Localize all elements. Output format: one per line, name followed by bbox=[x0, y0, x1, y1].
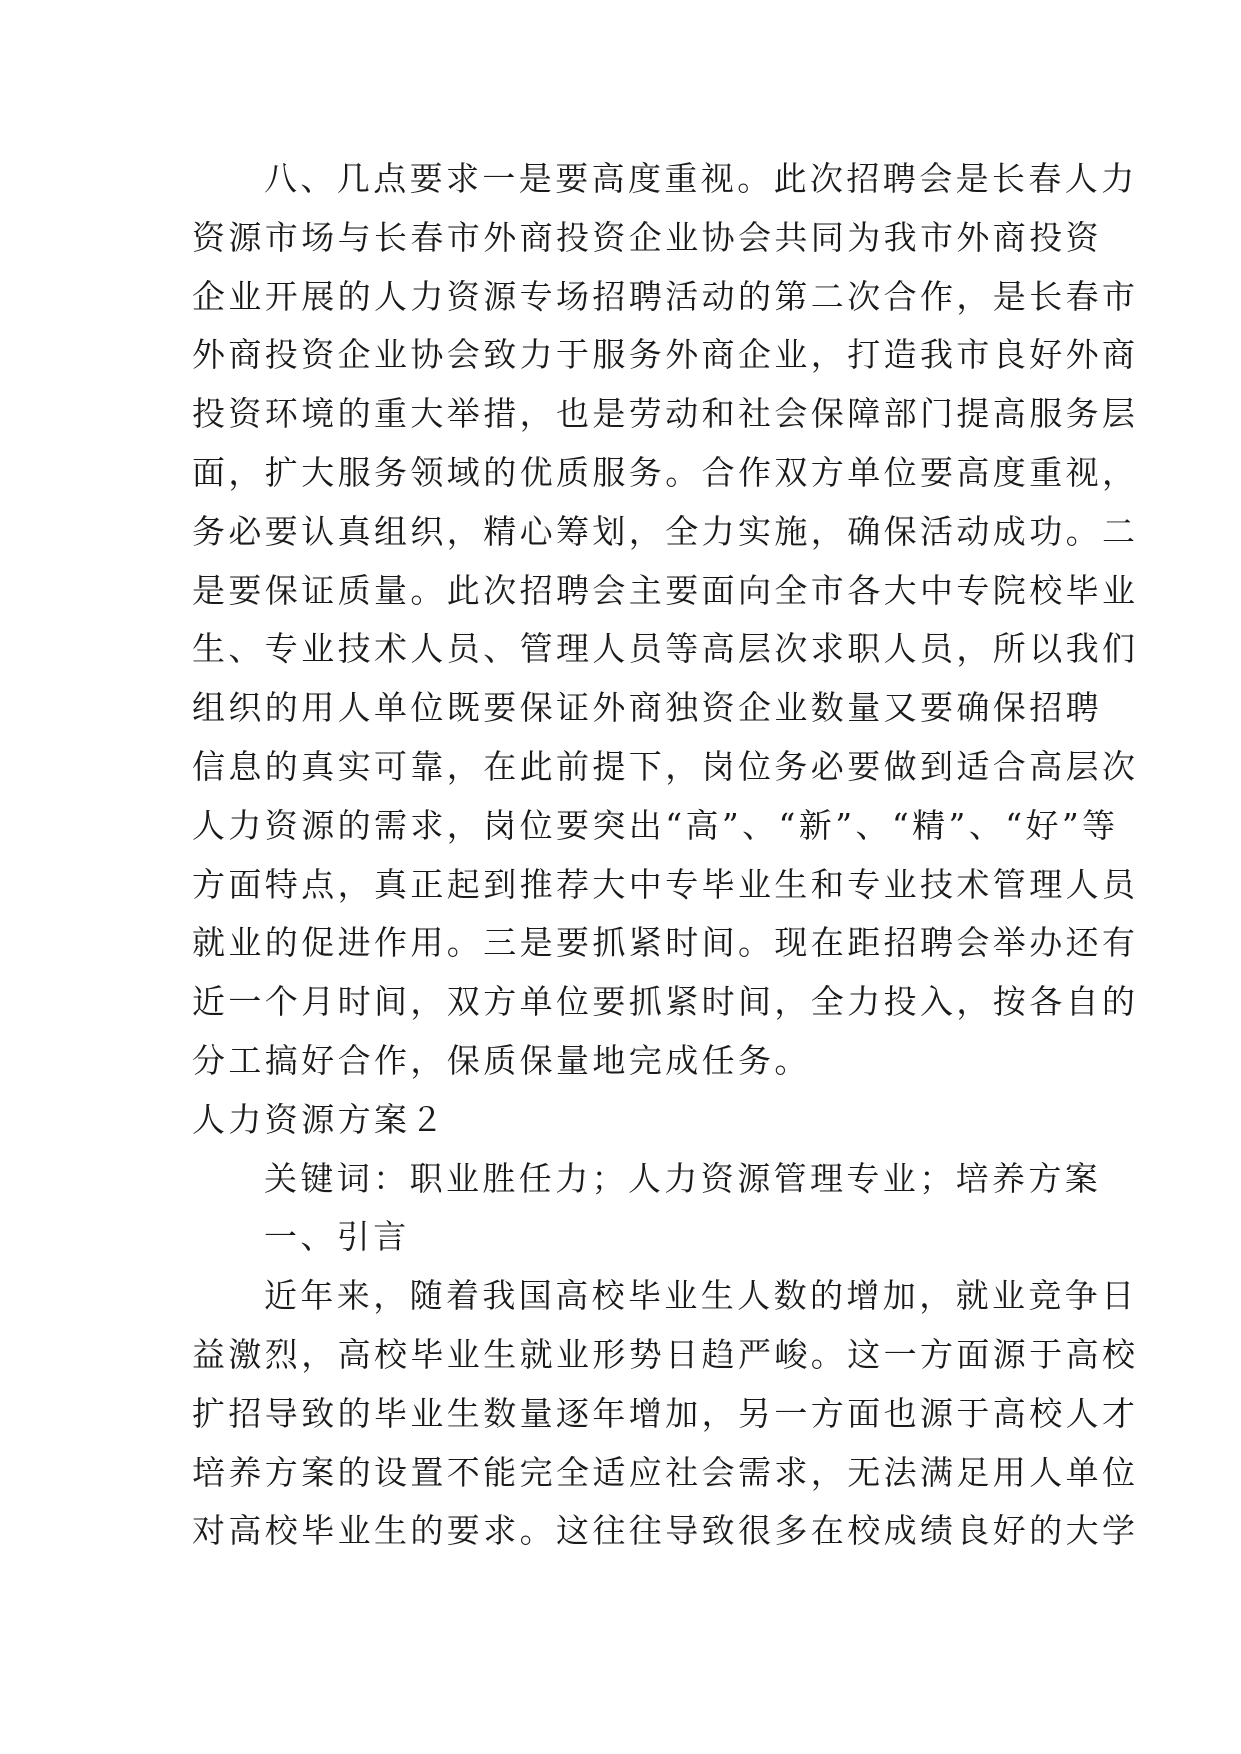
text-line: 务必要认真组织，精心筹划，全力实施，确保活动成功。二 bbox=[192, 511, 1139, 551]
text-line: 资源市场与长春市外商投资企业协会共同为我市外商投资 bbox=[192, 217, 1102, 257]
text-line: 人力资源的需求，岗位要突出“高”、“新”、“精”、“好”等 bbox=[192, 805, 1119, 845]
text-line: 投资环境的重大举措，也是劳动和社会保障部门提高服务层 bbox=[192, 394, 1139, 434]
text-line: 信息的真实可靠，在此前提下，岗位务必要做到适合高层次 bbox=[192, 746, 1139, 786]
text-line: 对高校毕业生的要求。这往往导致很多在校成绩良好的大学 bbox=[192, 1511, 1139, 1551]
heading-introduction: 一、引言 bbox=[264, 1217, 410, 1257]
text-line: 外商投资企业协会致力于服务外商企业，打造我市良好外商 bbox=[192, 335, 1139, 375]
text-line: 近一个月时间，双方单位要抓紧时间，全力投入，按各自的 bbox=[192, 982, 1139, 1022]
text-line: 培养方案的设置不能完全适应社会需求，无法满足用人单位 bbox=[192, 1452, 1139, 1492]
text-line: 八、几点要求一是要高度重视。此次招聘会是长春人力 bbox=[264, 159, 1138, 198]
section-title: 人力资源方案２ bbox=[192, 1099, 447, 1139]
text-line: 近年来，随着我国高校毕业生人数的增加，就业竞争日 bbox=[264, 1276, 1138, 1316]
text-line: 益激烈，高校毕业生就业形势日趋严峻。这一方面源于高校 bbox=[192, 1334, 1139, 1374]
paragraph-section-8 bbox=[192, 150, 1139, 1091]
paragraph-introduction bbox=[192, 1267, 1139, 1561]
text-line: 企业开展的人力资源专场招聘活动的第二次合作，是长春市 bbox=[192, 276, 1139, 316]
text-line: 方面特点，真正起到推荐大中专毕业生和专业技术管理人员 bbox=[192, 864, 1139, 904]
text-line: 是要保证质量。此次招聘会主要面向全市各大中专院校毕业 bbox=[192, 570, 1139, 610]
text-line: 生、专业技术人员、管理人员等高层次求职人员，所以我们 bbox=[192, 629, 1139, 669]
text-line: 面，扩大服务领域的优质服务。合作双方单位要高度重视， bbox=[192, 452, 1139, 492]
keywords-line: 关键词：职业胜任力；人力资源管理专业；培养方案 bbox=[264, 1158, 1102, 1198]
text-line: 就业的促进作用。三是要抓紧时间。现在距招聘会举办还有 bbox=[192, 923, 1139, 963]
text-line: 扩招导致的毕业生数量逐年增加，另一方面也源于高校人才 bbox=[192, 1393, 1139, 1433]
text-line: 分工搞好合作，保质保量地完成任务。 bbox=[192, 1040, 811, 1080]
document-page bbox=[192, 150, 1139, 1561]
text-line: 组织的用人单位既要保证外商独资企业数量又要确保招聘 bbox=[192, 688, 1102, 728]
